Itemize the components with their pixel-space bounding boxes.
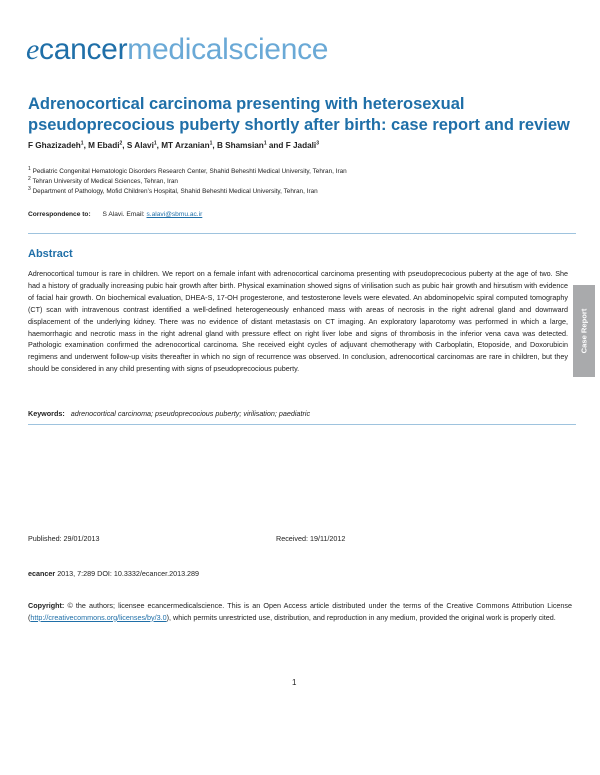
correspondence-name: S Alavi. Email:: [102, 211, 145, 218]
author: B Shamsian$^1$: [216, 140, 267, 150]
author: S Alavi$^1$: [126, 140, 157, 150]
abstract-text: Adrenocortical tumour is rare in children. We report on a female infant with adrenocortical carcinoma presenting with pseudoprecocious puberty at the age of two. She had a history of gradually increasing pubic hair growth after birth. Physical examination showed signs of virilisation such as pubic hair growth and hirsutism with evidence of facial hair growth. On biochemical evaluation, DHEA-S, 17-OH progesterone, and testosterone levels were elevated. An abdominopelvic spiral computed tomography (CT) scan with intravenous contrast identified a well-defined heterogeneously enhanced mass with areas of necrosis in the right adrenal gland and downward displacement of the underlying kidney. There was no evidence of distant metastasis on CT imaging. An exploratory laparotomy was performed in which a large, haemorrhagic and necrotic mass in the right adrenal gland with pressure effect on right liver lobe and signs of thrombosis in the inferior vena cava was detected. Pathologic examination confirmed the adrenocortical carcinoma. She received eight cycles of adjuvant chemotherapy with Carboplatin, Etoposide, and Doxorubicin regimens and underwent follow-up visits thereafter in which no sign of recurrence was observed. In conclusion, adrenocortical carcinomas are rare in children, but they should be considered in any child presenting with signs of pseudoprecocious puberty.: [28, 269, 568, 374]
author: MT Arzanian$^1$: [161, 140, 213, 150]
abstract-heading: Abstract: [28, 248, 73, 260]
correspondence-email-link[interactable]: s.alavi@sbmu.ac.ir: [146, 211, 203, 218]
logo-e: e: [26, 33, 40, 66]
case-report-tab: Case Report: [573, 285, 595, 377]
keywords-list: adrenocortical carcinoma; pseudoprecocious puberty; virilisation; paediatric: [70, 409, 311, 418]
keywords-label: Keywords:: [28, 409, 65, 418]
logo-medicalscience: medicalscience: [127, 33, 329, 66]
received-date: Received: 19/11/2012: [276, 534, 346, 543]
affiliation: $^3$ Department of Pathology, Mofid Children’s Hospital, Shahid Beheshti Medical University, Tehran, Iran: [28, 185, 318, 195]
correspondence-label: Correspondence to:: [28, 211, 91, 218]
affiliation: $^2$ Tehran University of Medical Sciences, Tehran, Iran: [28, 175, 178, 185]
affiliations: [28, 167, 347, 197]
article-title: Adrenocortical carcinoma presenting with heterosexual pseudoprecocious puberty shortly after birth: case report and review: [28, 95, 570, 134]
published-date: Published: 29/01/2013: [28, 534, 100, 543]
correspondence: [28, 210, 202, 220]
logo-cancer: cancer: [39, 33, 128, 66]
journal-logo: [26, 32, 328, 68]
author: F Jadali$^3$: [285, 140, 319, 150]
divider: [28, 233, 576, 234]
divider: [28, 424, 576, 425]
affiliation: $^1$ Pediatric Congenital Hematologic Disorders Research Center, Shahid Beheshti Medical University, Tehran, Iran: [28, 165, 347, 175]
citation: ecancer 2013, 7:289 DOI: 10.3332/ecancer.2013.289: [28, 569, 200, 578]
author: F Ghazizadeh$^1$: [28, 140, 84, 150]
copyright-label: Copyright:: [28, 601, 65, 610]
license-link[interactable]: http://creativecommons.org/licenses/by/3.0: [30, 612, 167, 622]
page-number: 1: [292, 678, 297, 687]
keywords: [28, 408, 310, 419]
author: M Ebadi$^2$: [88, 140, 123, 150]
copyright-notice: Copyright: © the authors; licensee ecancermedicalscience. This is an Open Access article distributed under the terms of the Creative Commons Attribution License (http://creativecommons.org/licenses/by/3.0), which permits unrestricted use, distribution, and reproduction in any medium, provided the original work is properly cited.: [28, 601, 573, 622]
author-list: F Ghazizadeh$^1$, M Ebadi$^2$, S Alavi$^1$, MT Arzanian$^1$, B Shamsian$^1$ and F Jadali$^3$: [28, 140, 319, 150]
